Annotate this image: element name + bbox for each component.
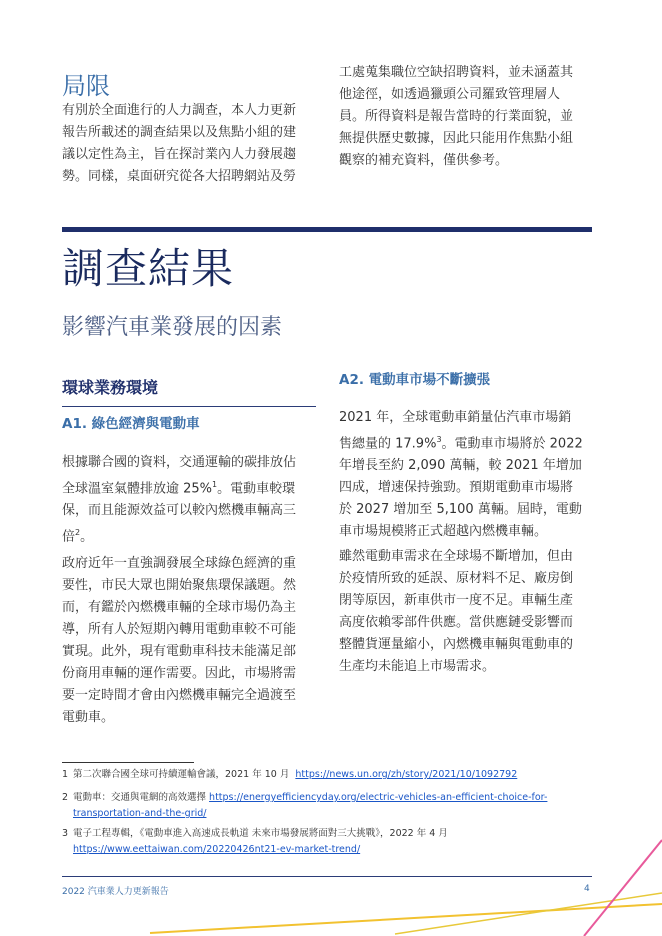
yellow-line-1	[150, 904, 662, 933]
footnote-1: 1 第二次聯合國全球可持續運輸會議，2021 年 10 月 https://news.un.org/zh/story/2021/10/1092792	[62, 769, 518, 780]
footnote-ref-2[interactable]: 2	[75, 528, 81, 538]
footer-report-title: 2022 汽車業人力更新報告	[62, 887, 169, 897]
a2-heading: A2. 電動車市場不斷擴張	[339, 372, 491, 388]
a1-paragraph-2: 政府近年一直強調發展全球綠色經濟的重要性，市民大眾也開始聚焦環保議題。然而，有鑑於內燃機車輛的全球市場仍為主導，所有人於短期內轉用電動車較不可能實現。此外，現有電動車科技未能滿足部份商用車輛的運作需要。因此，市場將需要一定時間才會由內燃機車輛完全過渡至電動車。	[62, 556, 297, 725]
footnote-2-link[interactable]: https://energyefficiencyday.org/electric-vehicles-an-efficient-choice-for-	[209, 792, 548, 803]
footnote-ref-1[interactable]: 1	[212, 480, 218, 489]
limitations-text-left: 有別於全面進行的人力調查，本人力更新報告所載述的調查結果以及焦點小組的建議以定性為主，旨在探討業內人力發展趨勢。同樣，桌面研究從各大招聘網站及勞	[62, 103, 297, 184]
results-subtitle: 影響汽車業發展的因素	[62, 315, 283, 340]
pink-line	[584, 840, 662, 936]
footnote-2-link-cont[interactable]: transportation-and-the-grid/	[73, 808, 207, 819]
footnote-2: 2 電動車：交通與電網的高效選擇 https://energyefficiencyday.org/electric-vehicles-an-efficient-choice-for- transportation-and-the-grid/	[62, 792, 548, 819]
footnote-1-link[interactable]: https://news.un.org/zh/story/2021/10/1092792	[295, 769, 518, 780]
results-title: 調查結果	[62, 244, 235, 293]
a1-paragraph-1: 根據聯合國的資料，交通運輸的碳排放佔全球溫室氣體排放逾 25%$^1$。電動車較環保，而且能源效益可以較內燃機車輛高三倍$^2$。	[62, 455, 297, 545]
global-business-heading: 環球業務環境	[62, 378, 159, 397]
a2-paragraph-2: 雖然電動車需求在全球場不斷增加，但由於疫情所致的延誤、原材料不足、廠房倒閉等原因，新車供市一度不足。車輛生產高度依賴零部件供應。當供應鏈受影響而整體貨運量縮小，內燃機車輛與電動車的生產均未能追上市場需求。	[339, 549, 574, 674]
a1-heading: A1. 綠色經濟與電動車	[62, 416, 200, 432]
yellow-line-2	[395, 893, 662, 934]
page-number: 4	[584, 884, 590, 894]
footnote-ref-3[interactable]: 3	[436, 435, 442, 444]
footnote-3-link[interactable]: https://www.eettaiwan.com/20220426nt21-ev-market-trend/	[73, 844, 361, 855]
footnote-3: 3 電子工程專輯，《電動車進入高速成長軌道 未來市場發展將面對三大挑戰》，2022 年 4 月 https://www.eettaiwan.com/20220426nt21-ev-market-trend/	[62, 828, 448, 855]
limitations-text-right: 工處蒐集職位空缺招聘資料，並未涵蓋其他途徑，如透過獵頭公司羅致管理層人員。所得資料是報告當時的行業面貌，並無提供歷史數據，因此只能用作焦點小組觀察的補充資料，僅供參考。	[339, 65, 574, 168]
limitations-heading: 局限	[62, 72, 110, 100]
a2-paragraph-1: 2021 年，全球電動車銷量佔汽車市場銷售總量的 17.9%$^3$。電動車市場將於 2022 年增長至約 2,090 萬輛，較 2021 年增加四成，增速保持強勁。預期電動車市場將於 2027 增加至 5,100 萬輛。屆時，電動車市場規模將正式超越內燃機車輛。	[339, 410, 583, 540]
